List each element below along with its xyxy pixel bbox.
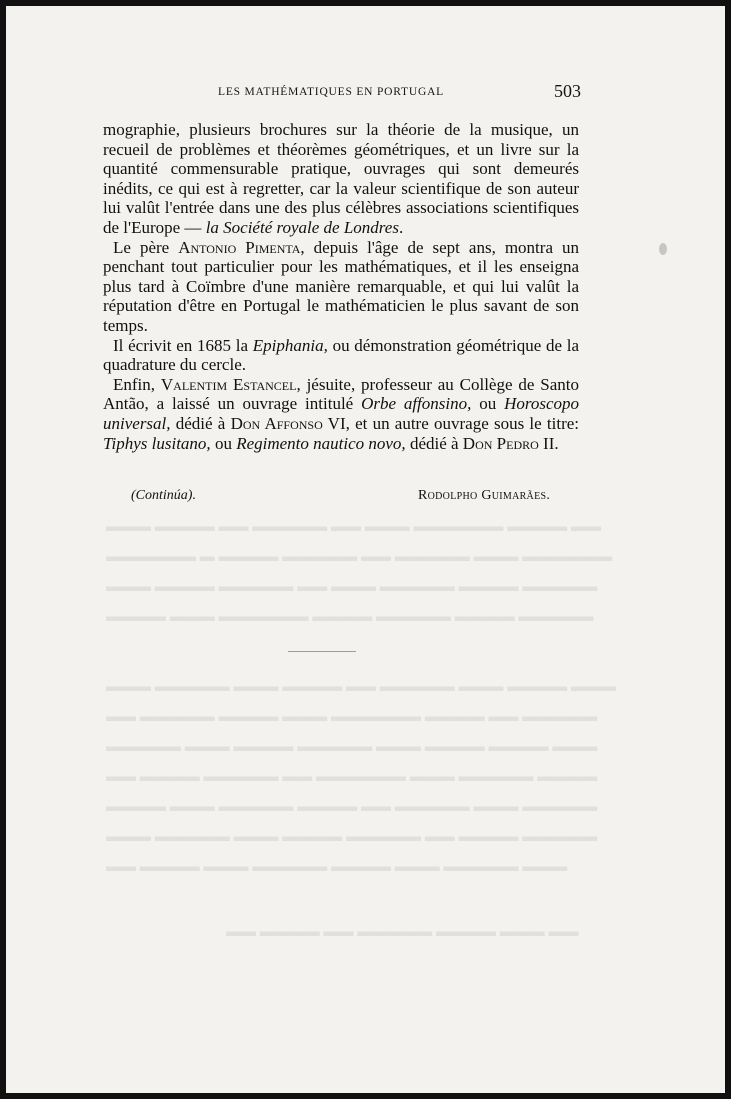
continued-note: (Continúa). [131, 488, 196, 503]
bleed-through-texture: ▬▬▬▬▬▬ ▬ ▬▬▬▬ ▬▬▬▬▬ ▬▬ ▬▬▬▬▬ ▬▬▬ ▬▬▬▬▬▬ [106, 549, 613, 565]
paragraph-4 [103, 375, 579, 453]
body-text [103, 120, 579, 453]
bleed-through-texture: ▬▬▬▬ ▬▬▬ ▬▬▬▬▬▬ ▬▬▬▬ ▬▬▬▬▬ ▬▬▬▬ ▬▬▬▬▬ [106, 609, 594, 625]
bleed-through-texture: ▬▬▬▬▬ ▬▬▬ ▬▬▬▬ ▬▬▬▬▬ ▬▬▬ ▬▬▬▬ ▬▬▬▬ ▬▬▬ [106, 739, 598, 755]
person-name: Don Pedro II [462, 433, 555, 453]
paragraph-2 [103, 238, 579, 336]
bleed-through-texture: ▬▬▬ ▬▬▬▬▬ ▬▬▬ ▬▬▬▬ ▬▬▬▬▬ ▬▬ ▬▬▬▬ ▬▬▬▬▬ [106, 829, 598, 845]
text-run: , jésuite, professeur au Collège de Santo Antão, a laissé un ouvrage intitulé [103, 374, 579, 414]
person-name: Don Affonso VI [230, 413, 346, 433]
page-number: 503 [554, 81, 581, 101]
bleed-through-texture: ▬▬▬ ▬▬▬▬▬ ▬▬▬ ▬▬▬▬ ▬▬ ▬▬▬▬▬ ▬▬▬ ▬▬▬▬ ▬▬▬ [106, 679, 616, 695]
text-run: , depuis l'âge de sept ans, montra un penchant tout particulier pour les mathématiques, et il les enseigna plus tard à Coïmbre d'une manière remarquable, et qui lui valût la réputation d'être en Portugal le mathématicien le plus savant de son temps. [103, 237, 579, 335]
person-name: Antonio Pimenta [178, 237, 301, 257]
text-run: ou [471, 394, 505, 414]
bleed-through-texture: ▬▬ ▬▬▬▬▬ ▬▬▬▬ ▬▬▬ ▬▬▬▬▬▬ ▬▬▬▬ ▬▬ ▬▬▬▬▬ [106, 709, 598, 725]
text-run: . [554, 433, 559, 453]
running-title: LES MATHÉMATIQUES EN PORTUGAL [218, 86, 444, 98]
text-run: Le père [113, 237, 179, 257]
text-run: ou démonstration géométrique de la quadrature du cercle. [103, 335, 580, 375]
paragraph-3 [103, 336, 579, 375]
text-run: dédié à [405, 433, 463, 453]
italic-run: Horoscopo universal, [103, 394, 579, 433]
text-run: Il écrivit en 1685 la [113, 335, 253, 355]
author-name: Rodolpho Guimarães. [418, 488, 551, 503]
italic-run: Regimento nautico novo, [236, 433, 406, 453]
separator-rule [288, 651, 356, 652]
italic-run: Epiphania, [252, 335, 328, 355]
text-run: , et un autre ouvrage sous le titre: [345, 413, 579, 433]
bleed-through-texture: ▬▬▬▬ ▬▬▬ ▬▬▬▬▬ ▬▬▬▬ ▬▬ ▬▬▬▬▬ ▬▬▬ ▬▬▬▬▬ [106, 799, 598, 815]
text-run: . [398, 217, 404, 237]
text-run: dédié à [170, 413, 231, 433]
bleed-through-texture: ▬▬ ▬▬▬▬ ▬▬ ▬▬▬▬▬ ▬▬▬▬ ▬▬▬ ▬▬ [226, 924, 579, 940]
italic-run: Tiphys lusitano, [103, 433, 211, 453]
bleed-through-texture: ▬▬▬ ▬▬▬▬ ▬▬ ▬▬▬▬▬ ▬▬ ▬▬▬ ▬▬▬▬▬▬ ▬▬▬▬ ▬▬ [106, 519, 601, 535]
text-run: mographie, plusieurs brochures sur la théorie de la musique, un recueil de problèmes et théorèmes géométriques, et un livre sur la quantité commensurable pratique, ouvrages qui sont demeurés inédits, ce qui est à regretter, car la valeur scientifique de son auteur lui valût l'entrée dans une des plus célèbres associations scientifiques de l'Europe — [103, 120, 579, 237]
paper-blemish [659, 243, 667, 255]
person-name: Valentim Estancel [160, 374, 297, 394]
italic-run: la Société royale de Londres [205, 217, 399, 237]
page-sheet [6, 6, 725, 1093]
paragraph-1 [103, 120, 579, 238]
text-run: ou [210, 433, 237, 453]
bleed-through-texture: ▬▬ ▬▬▬▬ ▬▬▬▬▬ ▬▬ ▬▬▬▬▬▬ ▬▬▬ ▬▬▬▬▬ ▬▬▬▬ [106, 769, 598, 785]
bleed-through-texture: ▬▬▬ ▬▬▬▬ ▬▬▬▬▬ ▬▬ ▬▬▬ ▬▬▬▬▬ ▬▬▬▬ ▬▬▬▬▬ [106, 579, 598, 595]
bleed-through-texture: ▬▬ ▬▬▬▬ ▬▬▬ ▬▬▬▬▬ ▬▬▬▬ ▬▬▬ ▬▬▬▬▬ ▬▬▬ [106, 859, 568, 875]
text-run: Enfin, [113, 374, 161, 394]
italic-run: Orbe affonsino, [361, 394, 472, 414]
